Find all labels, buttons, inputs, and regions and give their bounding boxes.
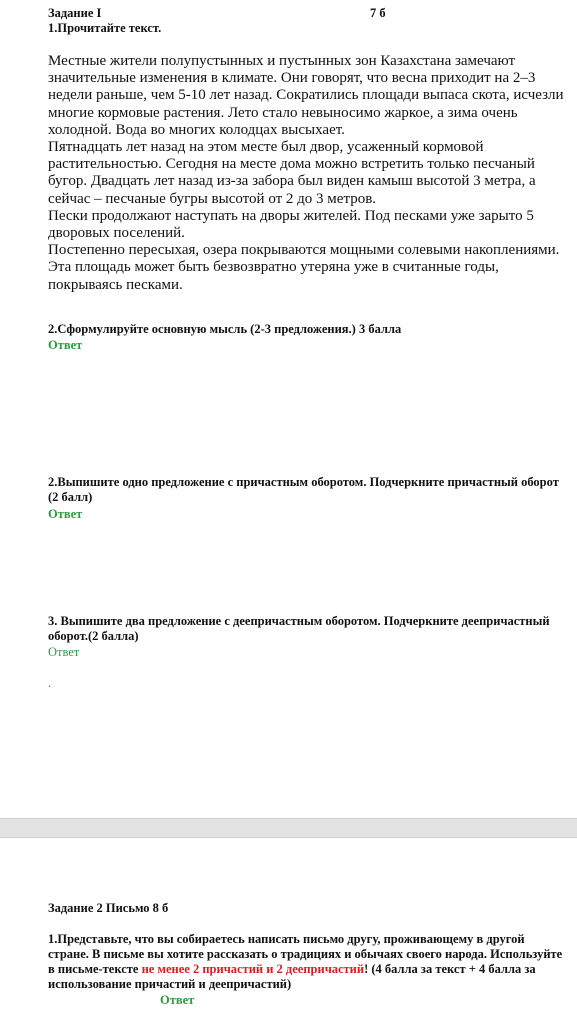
task1-points: 7 б <box>370 6 386 20</box>
task2-heading: Задание 2 Письмо 8 б <box>48 901 169 915</box>
task2-prompt <box>48 932 566 992</box>
stray-dot: . <box>48 676 52 690</box>
question-main-idea: 2.Сформулируйте основную мысль (2-3 предложения.) 3 балла <box>48 322 402 336</box>
task2-prompt-part1: 1.Представьте, что вы собираетесь написать письмо другу, проживающему в другой стране. В письме вы хотите рассказать о традициях и обычаях своего народа. Используйте в письме-тексте <box>48 932 563 976</box>
task1-heading: Задание I <box>48 6 102 20</box>
question-participle: 2.Выпишите одно предложение с причастным оборотом. Подчеркните причастный оборот (2 балл) <box>48 475 559 504</box>
step1-instruction: 1.Прочитайте текст. <box>48 21 162 35</box>
reading-text <box>48 53 573 294</box>
text-paragraph: Пятнадцать лет назад на этом месте был двор, усаженный кормовой растительностью. Сегодня на месте дома можно встретить только песчаный бугор. Двадцать лет назад из-за забора был виден камыш высотой 3 метра, а сейчас – песчаные бугры высотой от 2 до 3 метров. <box>48 139 536 207</box>
answer-label-main-idea: Ответ <box>48 338 83 352</box>
answer-label-participle: Ответ <box>48 507 83 521</box>
task2-prompt-part2: ! (4 балла за текст + 4 балла за использование причастий и деепричастий) <box>48 962 536 991</box>
page-separator <box>0 818 577 838</box>
text-paragraph: Пески продолжают наступать на дворы жителей. Под песками уже зарыто 5 дворовых поселений. <box>48 207 534 242</box>
text-paragraph: Местные жители полупустынных и пустынных зон Казахстана замечают значительные изменения в климате. Они говорят, что весна приходит на 2–3 недели раньше, чем 5-10 лет назад. Сократились площади выпаса скота, исчезли многие кормовые растения. Лето стало невыносимо жаркое, а зима очень холодной. Вода во многих колодцах высыхает. <box>48 53 564 138</box>
question-gerund: 3. Выпишите два предложение с деепричастным оборотом. Подчеркните деепричастный оборот.(2 балла) <box>48 614 550 643</box>
answer-label-letter: Ответ <box>160 993 195 1007</box>
answer-label-gerund: Ответ <box>48 645 80 659</box>
task2-prompt-highlight: не менее 2 причастий и 2 деепричастий <box>141 962 365 976</box>
text-paragraph: Постепенно пересыхая, озера покрываются мощными солевыми накоплениями. Эта площадь может быть безвозвратно утеряна уже в считанные годы, покрываясь песками. <box>48 242 560 293</box>
document-page-2 <box>0 838 577 1023</box>
